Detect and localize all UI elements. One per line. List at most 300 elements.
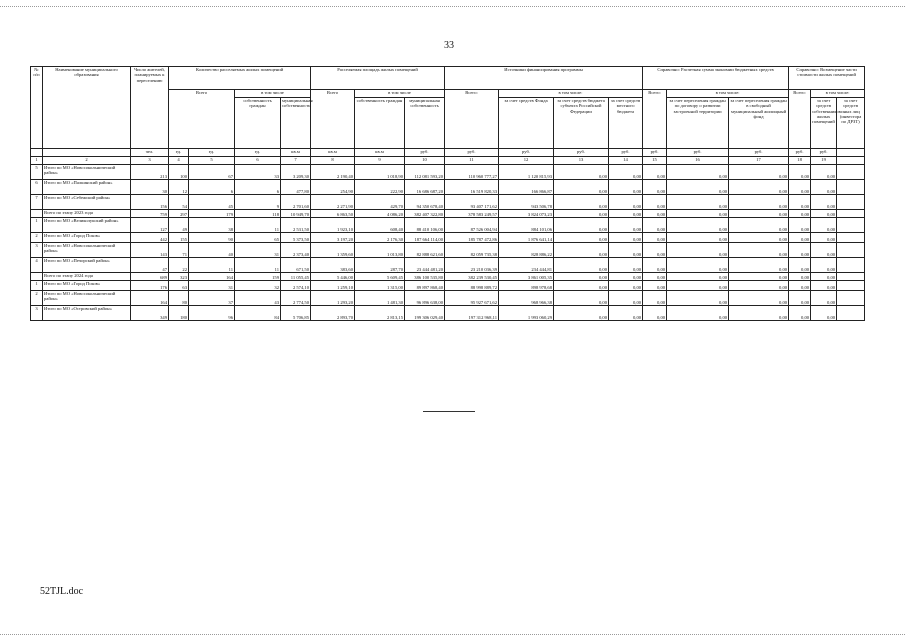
table-row — [31, 306, 865, 321]
data-cell: 5 706,85 — [281, 306, 311, 321]
data-cell: 0,00 — [609, 233, 643, 243]
data-cell: 0,00 — [609, 291, 643, 306]
units-row — [31, 149, 865, 157]
header-municipality: Наименование муниципального образования — [43, 67, 131, 149]
data-cell: 11 — [235, 218, 281, 233]
data-cell: 5 446,00 — [311, 273, 355, 281]
data-cell: 378 583 249,57 — [445, 210, 499, 218]
unit-cell-empty — [837, 149, 865, 157]
data-cell: 89 897 868,40 — [405, 281, 445, 291]
footer-filename: 52TJL.doc — [40, 586, 84, 597]
data-cell: 179 — [189, 210, 235, 218]
data-cell: 0,00 — [667, 218, 729, 233]
municipality-name: Итого по МО «Великолукский район» — [43, 218, 131, 233]
data-cell: 2 893,70 — [311, 306, 355, 321]
data-cell-empty — [837, 165, 865, 180]
data-cell: 67 — [189, 165, 235, 180]
row-number: 7 — [31, 195, 43, 210]
data-cell: 0,00 — [729, 281, 789, 291]
data-cell: 0,00 — [554, 210, 609, 218]
data-cell-empty — [837, 306, 865, 321]
unit-cell: руб. — [811, 149, 837, 157]
page-number: 33 — [444, 40, 454, 51]
data-cell: 2 190,40 — [311, 165, 355, 180]
header-area-incl: в том числе — [355, 90, 445, 98]
column-number-cell: 8 — [311, 157, 355, 165]
data-cell: 0,00 — [643, 243, 667, 258]
data-cell: 0,00 — [667, 258, 729, 273]
data-cell: 87 526 004,94 — [445, 218, 499, 233]
column-number-cell: 13 — [554, 157, 609, 165]
data-cell: 0,00 — [789, 258, 811, 273]
data-cell: 0,00 — [811, 258, 837, 273]
data-cell: 0,00 — [643, 195, 667, 210]
header-area-private: собственность граждан — [355, 98, 405, 149]
data-cell: 0,00 — [643, 218, 667, 233]
data-cell: 0,00 — [811, 180, 837, 195]
header-residents: Число жителей, планируемых к переселению — [131, 67, 169, 149]
row-number: 2 — [31, 233, 43, 243]
header-fund-subject: за счет средств бюджета субъекта Российской Федерации — [554, 98, 609, 149]
data-cell: 0,00 — [554, 273, 609, 281]
data-cell: 0,00 — [811, 243, 837, 258]
data-cell: 0,00 — [811, 210, 837, 218]
data-cell-empty — [837, 180, 865, 195]
unit-cell: руб. — [445, 149, 499, 157]
data-cell: 898 978,68 — [499, 281, 554, 291]
municipality-name: Итого по МО «Город Псков» — [43, 281, 131, 291]
data-cell: 1 876 641,14 — [499, 233, 554, 243]
table-total-row — [31, 273, 865, 281]
data-cell: 297 — [169, 210, 189, 218]
data-cell: 828 886,22 — [499, 243, 554, 258]
data-cell-empty — [837, 258, 865, 273]
data-cell: 88 998 889,72 — [445, 281, 499, 291]
data-cell: 155 — [169, 233, 189, 243]
data-cell: 884 101,06 — [499, 218, 554, 233]
municipality-name: Итого по МО «Печорский район» — [43, 258, 131, 273]
data-cell: 22 — [169, 258, 189, 273]
data-cell: 0,00 — [811, 195, 837, 210]
scan-artifact-line — [0, 6, 905, 8]
data-cell: 112 081 593,20 — [405, 165, 445, 180]
data-cell: 0,00 — [643, 291, 667, 306]
data-cell: 442 — [131, 233, 169, 243]
header-qty-total: Всего — [169, 90, 235, 149]
unit-cell: руб. — [554, 149, 609, 157]
data-cell: 0,00 — [609, 218, 643, 233]
data-cell: 0,00 — [729, 243, 789, 258]
municipality-name: Итого по МО «Город Псков» — [43, 233, 131, 243]
data-cell: 156 — [131, 195, 169, 210]
header-funding-group: Источники финансирования программы — [445, 67, 643, 90]
data-cell: 0,00 — [789, 218, 811, 233]
data-cell: 30 — [131, 180, 169, 195]
data-cell: 0,00 — [811, 306, 837, 321]
data-cell: 159 — [235, 273, 281, 281]
data-cell-empty — [837, 281, 865, 291]
data-cell: 213 — [131, 165, 169, 180]
data-cell: 349 — [131, 306, 169, 321]
data-cell: 16 686 687,20 — [405, 180, 445, 195]
data-cell: 0,00 — [729, 291, 789, 306]
resettlement-table — [30, 66, 864, 321]
data-cell: 0,00 — [554, 165, 609, 180]
data-cell: 3 197,20 — [311, 233, 355, 243]
data-cell: 2 701,60 — [281, 195, 311, 210]
data-cell: 477,80 — [281, 180, 311, 195]
data-cell: 0,00 — [643, 273, 667, 281]
data-cell: 0,00 — [667, 306, 729, 321]
header-refund-incl: в том числе: — [811, 90, 865, 98]
header-ref-refund: Справочно: Возмещение части стоимости жилых помещений — [789, 67, 865, 90]
data-cell: 0,00 — [667, 195, 729, 210]
data-cell: 0,00 — [667, 273, 729, 281]
data-cell: 0,00 — [729, 233, 789, 243]
header-fund-fond: за счет средств Фонда — [499, 98, 554, 149]
data-cell: 0,00 — [729, 210, 789, 218]
row-number: 1 — [31, 281, 43, 291]
data-cell: 2 271,90 — [311, 195, 355, 210]
data-cell: 100 — [169, 165, 189, 180]
data-cell: 0,00 — [811, 218, 837, 233]
data-cell: 33 — [235, 165, 281, 180]
column-number-cell: 5 — [189, 157, 235, 165]
data-cell: 0,00 — [667, 281, 729, 291]
unit-cell-empty — [43, 149, 131, 157]
table-row — [31, 291, 865, 306]
header-qty-group: Количество расселяемых жилых помещений — [169, 67, 311, 90]
data-cell: 118 — [235, 210, 281, 218]
unit-cell: руб. — [643, 149, 667, 157]
data-cell: 31 — [189, 281, 235, 291]
data-cell: 1 018,90 — [355, 165, 405, 180]
data-cell: 0,00 — [789, 210, 811, 218]
data-cell: 23 210 036,39 — [445, 258, 499, 273]
column-number-cell: 17 — [729, 157, 789, 165]
data-cell: 110 960 777,27 — [445, 165, 499, 180]
data-cell: 943 506,78 — [499, 195, 554, 210]
data-cell: 0,00 — [789, 281, 811, 291]
data-cell: 1 481,30 — [355, 291, 405, 306]
data-cell: 429,70 — [355, 195, 405, 210]
column-number-cell: 18 — [789, 157, 811, 165]
data-cell: 80 — [169, 291, 189, 306]
data-cell: 0,00 — [554, 281, 609, 291]
column-number-cell-empty — [837, 157, 865, 165]
data-cell: 164 — [189, 273, 235, 281]
data-cell: 197 312 968,11 — [445, 306, 499, 321]
data-cell: 0,00 — [609, 281, 643, 291]
data-cell: 0,00 — [643, 210, 667, 218]
column-number-cell: 11 — [445, 157, 499, 165]
data-cell: 6 — [235, 180, 281, 195]
data-cell: 32 — [235, 281, 281, 291]
data-cell: 2 531,50 — [281, 218, 311, 233]
data-cell: 11 055,45 — [281, 273, 311, 281]
data-cell: 3 209,30 — [281, 165, 311, 180]
data-cell: 254,90 — [311, 180, 355, 195]
column-number-cell: 12 — [499, 157, 554, 165]
data-cell: 671,50 — [281, 258, 311, 273]
data-cell: 0,00 — [789, 291, 811, 306]
unit-cell: кв.м — [311, 149, 355, 157]
header-econ-incl: в том числе: — [667, 90, 789, 98]
data-cell: 96 — [189, 306, 235, 321]
data-cell: 82 888 621,60 — [405, 243, 445, 258]
data-cell-empty — [837, 273, 865, 281]
column-number-cell: 2 — [43, 157, 131, 165]
data-cell: 323 — [169, 273, 189, 281]
separator-line — [423, 411, 475, 412]
header-econ-total: Всего: — [643, 90, 667, 149]
data-cell: 180 — [169, 306, 189, 321]
unit-cell: руб. — [789, 149, 811, 157]
data-cell: 968 966,38 — [499, 291, 554, 306]
data-cell: 0,00 — [729, 258, 789, 273]
table-row — [31, 195, 865, 210]
data-cell: 31 — [235, 243, 281, 258]
data-cell-empty — [837, 291, 865, 306]
data-cell: 0,00 — [609, 258, 643, 273]
data-cell: 37 — [189, 291, 235, 306]
column-numbers-row — [31, 157, 865, 165]
row-number — [31, 273, 43, 281]
data-cell: 187 664 114,00 — [405, 233, 445, 243]
data-cell: 10 949,70 — [281, 210, 311, 218]
data-cell: 23 444 481,20 — [405, 258, 445, 273]
unit-cell: руб. — [499, 149, 554, 157]
header-area-group: Расселяемая площадь жилых помещений — [311, 67, 445, 90]
data-cell: 0,00 — [609, 165, 643, 180]
data-cell: 127 — [131, 218, 169, 233]
header-refund-a: за счет средств собственников жилых помещений — [811, 98, 837, 149]
data-cell: 0,00 — [643, 281, 667, 291]
data-cell-empty — [837, 210, 865, 218]
table-row — [31, 258, 865, 273]
table-row — [31, 243, 865, 258]
data-cell: 382 239 530,45 — [445, 273, 499, 281]
data-cell: 0,00 — [789, 195, 811, 210]
data-cell: 0,00 — [789, 233, 811, 243]
data-cell: 0,00 — [667, 291, 729, 306]
data-cell: 0,00 — [554, 291, 609, 306]
header-qty-municipal: муниципальная собственность — [281, 98, 311, 149]
unit-cell: руб. — [667, 149, 729, 157]
table-row — [31, 165, 865, 180]
data-cell: 84 — [235, 306, 281, 321]
data-cell: 9 — [235, 195, 281, 210]
data-cell: 0,00 — [811, 291, 837, 306]
data-cell: 47 — [131, 258, 169, 273]
municipality-name: Итого по МО «Новосокольнический район» — [43, 165, 131, 180]
data-cell: 1 013,80 — [355, 243, 405, 258]
data-cell: 43 — [235, 291, 281, 306]
municipality-name: Итого по МО «Палкинский район» — [43, 180, 131, 195]
stage-total-label: Всего по этапу 2023 года — [43, 210, 131, 218]
data-cell: 0,00 — [811, 233, 837, 243]
table-row — [31, 281, 865, 291]
data-cell: 0,00 — [554, 243, 609, 258]
data-cell: 0,00 — [811, 165, 837, 180]
data-cell: 143 — [131, 243, 169, 258]
data-cell: 0,00 — [789, 243, 811, 258]
header-fund-local: за счет средств местного бюджета — [609, 98, 643, 149]
data-cell-empty — [837, 243, 865, 258]
data-cell: 382 407 322,80 — [405, 210, 445, 218]
unit-cell-empty — [31, 149, 43, 157]
municipality-name: Итого по МО «Островский район» — [43, 306, 131, 321]
data-cell: 5 373,50 — [281, 233, 311, 243]
data-cell: 0,00 — [554, 233, 609, 243]
stage-total-label: Всего по этапу 2024 года — [43, 273, 131, 281]
header-num: № п/п — [31, 67, 43, 149]
data-cell: 164 — [131, 291, 169, 306]
row-number — [31, 210, 43, 218]
data-cell: 71 — [169, 243, 189, 258]
column-number-cell: 15 — [643, 157, 667, 165]
municipality-name: Итого по МО «Себежский район» — [43, 195, 131, 210]
table-row — [31, 218, 865, 233]
data-cell: 2 176,30 — [355, 233, 405, 243]
data-cell: 0,00 — [609, 180, 643, 195]
row-number: 2 — [31, 291, 43, 306]
unit-cell: ед. — [189, 149, 235, 157]
column-number-cell: 9 — [355, 157, 405, 165]
data-cell: 3 824 073,23 — [499, 210, 554, 218]
data-cell: 0,00 — [667, 243, 729, 258]
data-cell: 0,00 — [667, 233, 729, 243]
municipality-name: Итого по МО «Новосокольнический район» — [43, 291, 131, 306]
data-cell: 0,00 — [789, 165, 811, 180]
data-cell: 383,60 — [311, 258, 355, 273]
data-cell: 0,00 — [609, 195, 643, 210]
data-cell: 2 574,10 — [281, 281, 311, 291]
data-cell: 689 — [131, 273, 169, 281]
unit-cell: ед. — [235, 149, 281, 157]
row-number: 6 — [31, 180, 43, 195]
header-econ-a: за счет переселения граждан по договору о развитии застроенной территории — [667, 98, 729, 149]
header-econ-b: за счет переселения граждан в свободный муниципальный жилищный фонд — [729, 98, 789, 149]
data-cell: 12 — [169, 180, 189, 195]
column-number-cell: 19 — [811, 157, 837, 165]
data-cell: 759 — [131, 210, 169, 218]
data-cell: 0,00 — [643, 306, 667, 321]
row-number: 4 — [31, 258, 43, 273]
data-cell: 0,00 — [643, 180, 667, 195]
data-cell: 0,00 — [667, 210, 729, 218]
data-cell: 386 100 535,80 — [405, 273, 445, 281]
data-cell: 1 120 815,93 — [499, 165, 554, 180]
data-cell: 2 373,40 — [281, 243, 311, 258]
data-cell: 0,00 — [554, 180, 609, 195]
data-cell: 0,00 — [667, 180, 729, 195]
data-cell: 0,00 — [811, 281, 837, 291]
data-cell: 1 259,10 — [311, 281, 355, 291]
table-total-row — [31, 210, 865, 218]
data-cell: 0,00 — [554, 218, 609, 233]
data-cell: 16 519 820,33 — [445, 180, 499, 195]
data-cell: 0,00 — [789, 306, 811, 321]
column-number-cell: 3 — [131, 157, 169, 165]
data-cell: 63 — [169, 281, 189, 291]
scan-artifact-line-bottom — [0, 634, 905, 636]
unit-cell: руб. — [609, 149, 643, 157]
table-body — [31, 165, 865, 321]
data-cell: 11 — [189, 258, 235, 273]
row-number: 3 — [31, 306, 43, 321]
data-cell: 176 — [131, 281, 169, 291]
data-cell: 1 993 060,29 — [499, 306, 554, 321]
data-cell: 0,00 — [789, 180, 811, 195]
data-cell: 5 609,45 — [355, 273, 405, 281]
header-area-total: Всего — [311, 90, 355, 149]
data-cell: 199 306 029,40 — [405, 306, 445, 321]
data-cell: 0,00 — [729, 218, 789, 233]
data-cell: 0,00 — [643, 258, 667, 273]
data-cell: 3 861 005,35 — [499, 273, 554, 281]
data-cell: 0,00 — [609, 243, 643, 258]
data-cell: 38 — [189, 218, 235, 233]
unit-cell: чел. — [131, 149, 169, 157]
data-cell: 0,00 — [667, 165, 729, 180]
data-cell: 54 — [169, 195, 189, 210]
data-cell: 0,00 — [609, 306, 643, 321]
data-cell: 82 059 735,38 — [445, 243, 499, 258]
data-cell: 1 293,20 — [311, 291, 355, 306]
data-cell: 0,00 — [554, 258, 609, 273]
table-row — [31, 233, 865, 243]
row-number: 1 — [31, 218, 43, 233]
data-cell: 0,00 — [729, 165, 789, 180]
data-cell-empty — [837, 233, 865, 243]
data-cell: 185 787 472,86 — [445, 233, 499, 243]
data-cell: 1 359,60 — [311, 243, 355, 258]
data-cell: 287,70 — [355, 258, 405, 273]
column-number-cell: 1 — [31, 157, 43, 165]
column-number-cell: 7 — [281, 157, 311, 165]
data-cell: 1 923,10 — [311, 218, 355, 233]
header-funding-total: Всего: — [445, 90, 499, 149]
data-cell: 0,00 — [729, 180, 789, 195]
data-cell: 0,00 — [554, 306, 609, 321]
data-cell: 0,00 — [789, 273, 811, 281]
unit-cell: ед. — [169, 149, 189, 157]
data-cell: 65 — [235, 233, 281, 243]
data-cell: 0,00 — [554, 195, 609, 210]
data-cell-empty — [837, 218, 865, 233]
data-cell: 2 813,15 — [355, 306, 405, 321]
data-cell: 0,00 — [729, 306, 789, 321]
data-cell: 608,40 — [355, 218, 405, 233]
header-qty-private: собственность граждан — [235, 98, 281, 149]
data-cell: 0,00 — [609, 273, 643, 281]
data-cell: 88 410 106,00 — [405, 218, 445, 233]
data-cell: 166 866,87 — [499, 180, 554, 195]
unit-cell: руб. — [405, 149, 445, 157]
data-cell: 4 086,20 — [355, 210, 405, 218]
table-header — [31, 67, 865, 165]
column-number-cell: 10 — [405, 157, 445, 165]
column-number-cell: 6 — [235, 157, 281, 165]
data-cell: 1 315,00 — [355, 281, 405, 291]
data-cell: 94 350 678,40 — [405, 195, 445, 210]
data-cell: 95 927 671,62 — [445, 291, 499, 306]
data-cell: 49 — [169, 218, 189, 233]
data-cell: 96 896 638,00 — [405, 291, 445, 306]
column-number-cell: 16 — [667, 157, 729, 165]
data-cell: 2 774,50 — [281, 291, 311, 306]
